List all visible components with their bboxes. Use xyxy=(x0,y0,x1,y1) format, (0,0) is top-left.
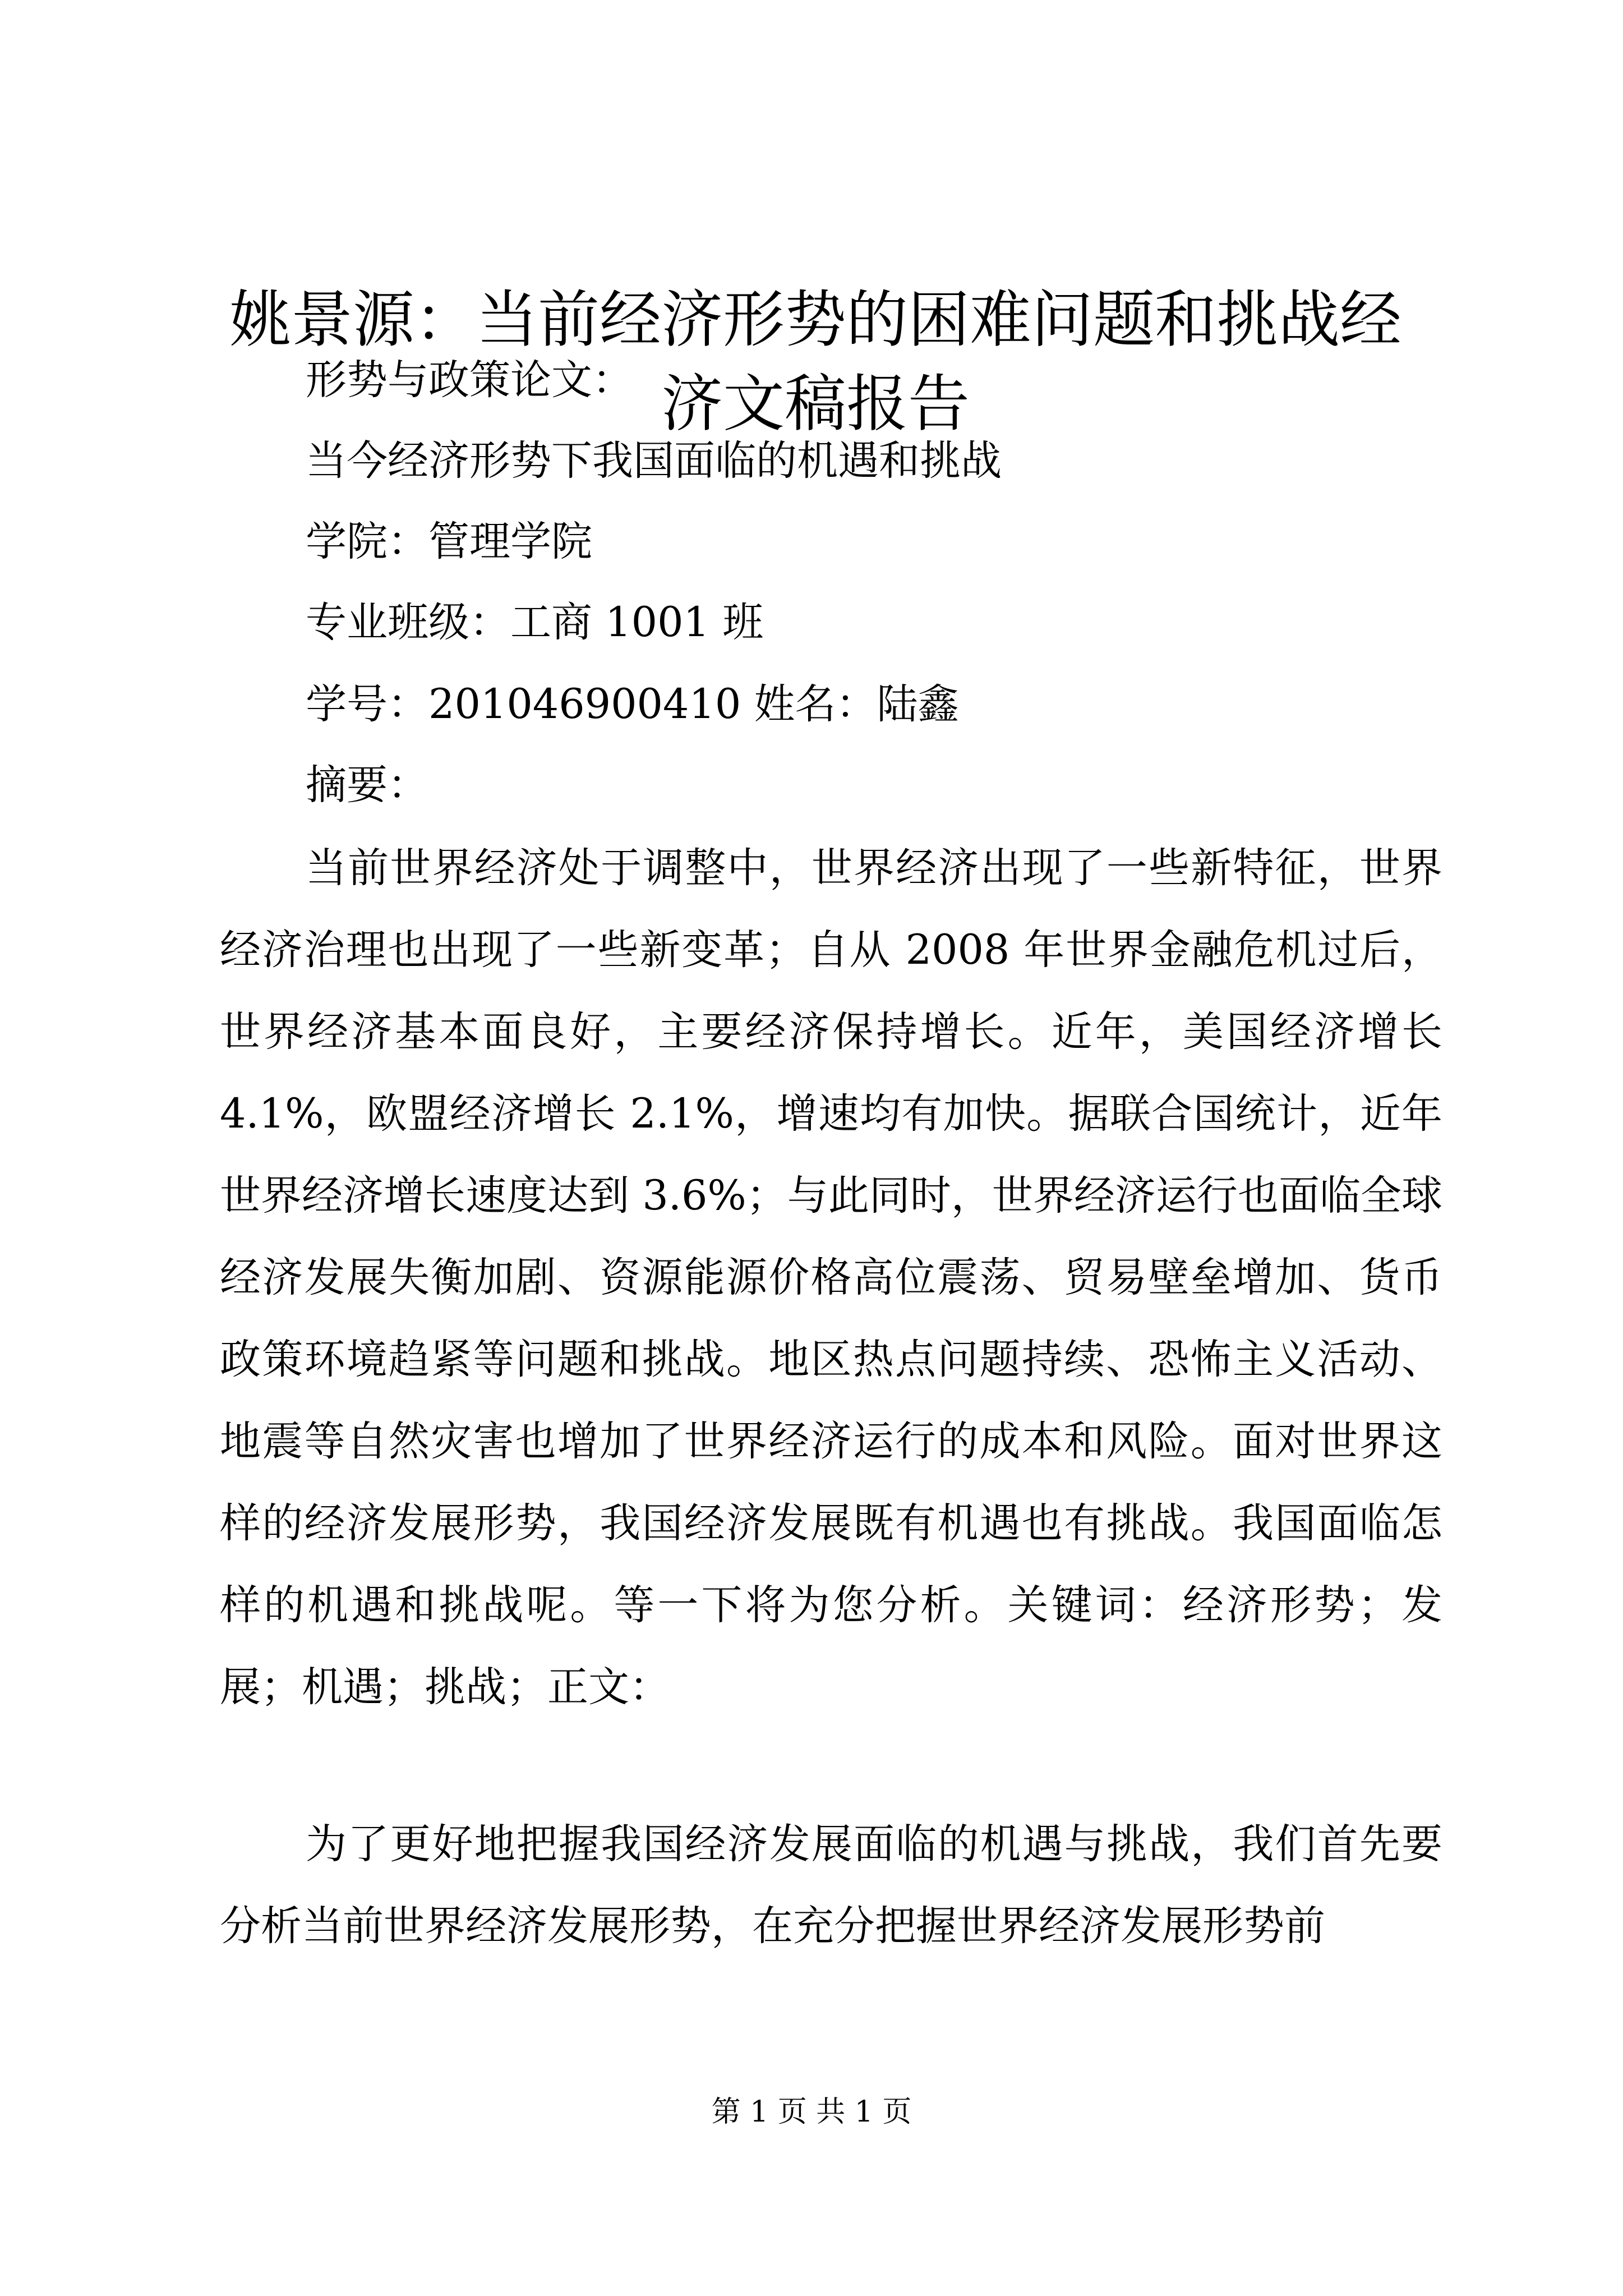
meta-line-abstract-label: 摘要： xyxy=(306,761,428,809)
meta-line-class: 专业班级：工商 1001 班 xyxy=(306,599,764,646)
meta-line-college: 学院：管理学院 xyxy=(306,518,592,565)
meta-line-topic-label: 形势与政策论文： xyxy=(306,356,633,404)
meta-line-paper-title: 当今经济形势下我国面临的机遇和挑战 xyxy=(306,437,1002,485)
meta-line-student-id-name: 学号：201046900410 姓名：陆鑫 xyxy=(306,680,959,728)
abstract-paragraph: 当前世界经济处于调整中，世界经济出现了一些新特征，世界经济治理也出现了一些新变革；自从 2008 年世界金融危机过后，世界经济基本面良好，主要经济保持增长。近年，美国经济增长 4.1%，欧盟经济增长 2.1%，增速均有加快。据联合国统计，近年世界经济增长速度达到 3.6%；与此同时，世界经济运行也面临全球经济发展失衡加剧、资源能源价格高位震荡、贸易壁垒增加、货币政策环境趋紧等问题和挑战。地区热点问题持续、恐怖主义活动、地震等自然灾害也增加了世界经济运行的成本和风险。面对世界这样的经济发展形势，我国经济发展既有机遇也有挑战。我国面临怎样的机遇和挑战呢。等一下将为您分析。关键词：经济形势；发展；机遇；挑战；正文： xyxy=(220,844,1442,1711)
page-footer: 第 1 页 共 1 页 xyxy=(711,2095,912,2129)
document-title: 姚景源：当前经济形势的困难问题和挑战经济文稿报告 xyxy=(229,284,1401,440)
body-paragraph: 为了更好地把握我国经济发展面临的机遇与挑战，我们首先要分析当前世界经济发展形势，在充分把握世界经济发展形势前 xyxy=(220,1820,1442,1950)
